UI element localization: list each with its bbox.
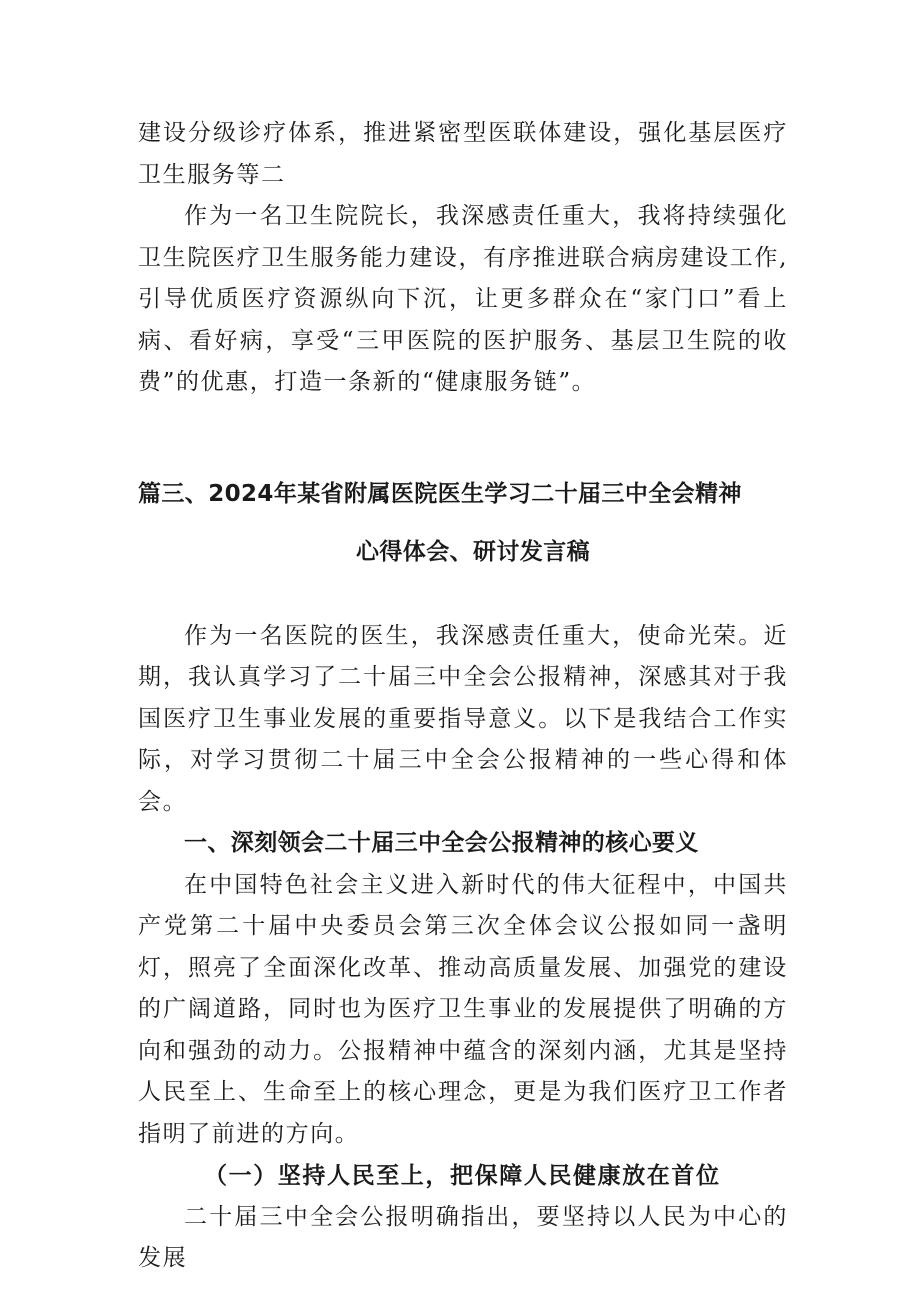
continuation-paragraph: 建设分级诊疗体系，推进紧密型医联体建设，强化基层医疗卫生服务等二 (138, 120, 788, 188)
heading-core-essence: 一、深刻领会二十届三中全会公报精神的核心要义 (184, 830, 699, 856)
intro-paragraph: 作为一名医院的医生，我深感责任重大，使命光荣。近期，我认真学习了二十届三中全会公报精神，深感其对于我国医疗卫生事业发展的重要指导意义。以下是我结合工作实际，对学习贯彻二十届三中全会公报精神的一些心得和体会。 (138, 622, 788, 815)
body-paragraph: 二十届三中全会公报明确指出，要坚持以人民为中心的发展 (138, 1203, 788, 1271)
document-body (138, 113, 788, 1280)
section-subtitle: 心得体会、研讨发言稿 (356, 538, 590, 565)
closing-paragraph: 作为一名卫生院院长，我深感责任重大，我将持续强化卫生院医疗卫生服务能力建设，有序推进联合病房建设工作,引导优质医疗资源纵向下沉，让更多群众在“家门口”看上病、看好病，享受“三甲医院的医护服务、基层卫生院的收费”的优惠，打造一条新的“健康服务链”。 (138, 203, 788, 395)
body-paragraph: 在中国特色社会主义进入新时代的伟大征程中，中国共产党第二十届中央委员会第三次全体会议公报如同一盏明灯，照亮了全面深化改革、推动高质量发展、加强党的建设的广阔道路，同时也为医疗卫生事业的发展提供了明确的方向和强劲的动力。公报精神中蕴含的深刻内涵，尤其是坚持人民至上、生命至上的核心理念，更是为我们医疗卫工作者指明了前进的方向。 (138, 871, 788, 1147)
section-title: 篇三、2024年某省附属医院医生学习二十届三中全会精神 (138, 480, 742, 507)
subheading-people-first: （一）坚持人民至上，把保障人民健康放在首位 (204, 1162, 721, 1189)
spacer (138, 570, 788, 616)
spacer (138, 404, 788, 476)
